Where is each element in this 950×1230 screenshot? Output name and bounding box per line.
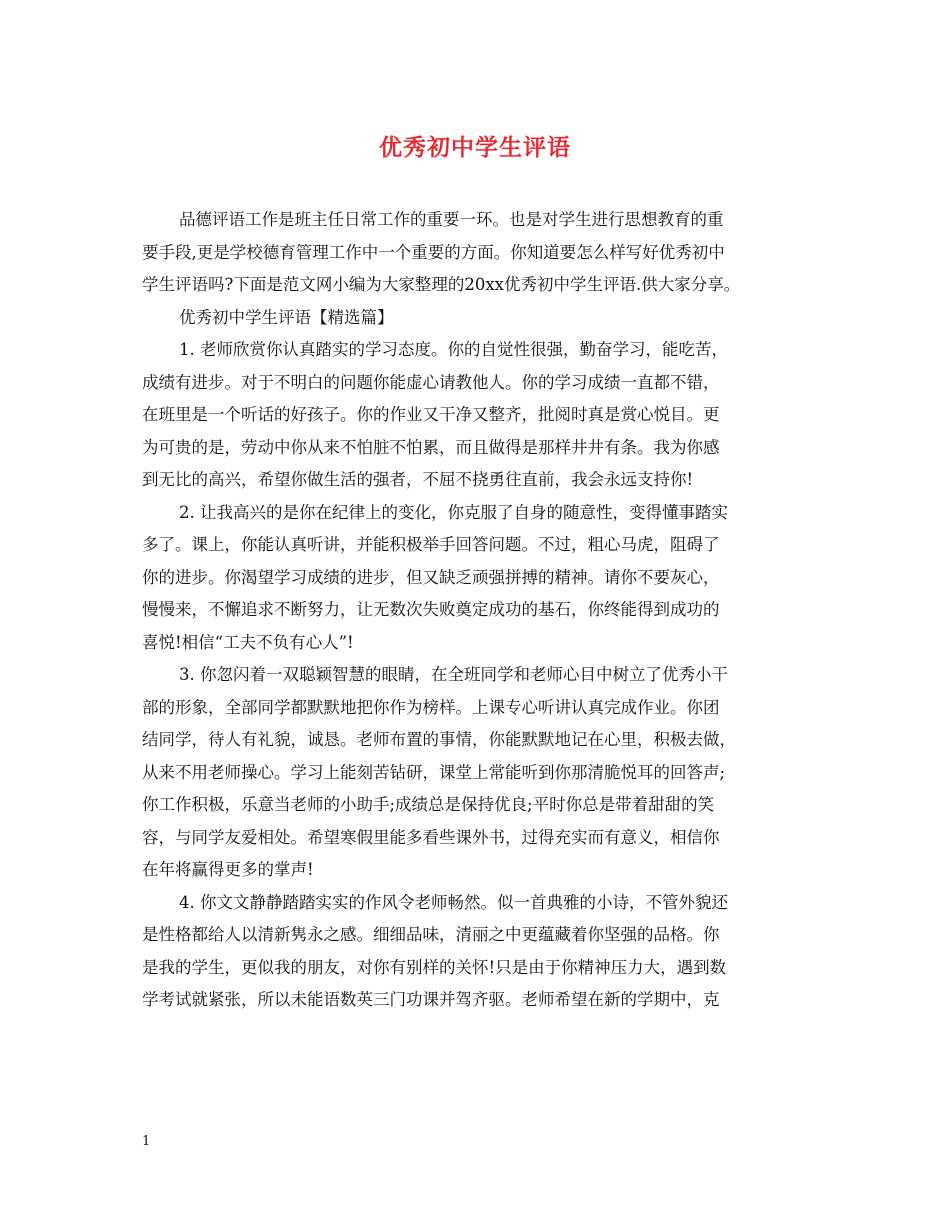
page-title: 优秀初中学生评语: [379, 134, 571, 161]
text-line: 多了。课上，你能认真听讲，并能积极举手回答问题。不过，粗心马虎，阻碍了: [142, 535, 720, 554]
page-number: 1: [142, 1134, 151, 1149]
text-line: 为可贵的是，劳动中你从来不怕脏不怕累，而且做得是那样井井有条。我为你感: [142, 437, 720, 457]
text-line: 到无比的高兴，希望你做生活的强者，不屈不挠勇往直前，我会永远支持你!: [142, 470, 694, 489]
text-line: 在年将赢得更多的掌声!: [142, 860, 314, 879]
text-line: 喜悦!相信“工夫不负有心人”!: [142, 632, 354, 652]
text-line: 你工作积极，乐意当老师的小助手;成绩总是保持优良;平时你总是带着甜甜的笑: [142, 795, 715, 814]
text-line: 慢慢来，不懈追求不断努力，让无数次失败奠定成功的基石，你终能得到成功的: [142, 600, 720, 619]
text-line: 学考试就紧张，所以未能语数英三门功课并驾齐驱。老师希望在新的学期中，克: [142, 990, 720, 1009]
text-line: 3. 你忽闪着一双聪颖智慧的眼睛，在全班同学和老师心目中树立了优秀小干: [179, 665, 728, 684]
text-line: 是性格都给人以清新隽永之感。细细品味，清丽之中更蕴藏着你坚强的品格。你: [142, 925, 720, 944]
text-line: 要手段,更是学校德育管理工作中一个重要的方面。你知道要怎么样写好优秀初中: [142, 242, 725, 262]
text-line: 学生评语吗?下面是范文网小编为大家整理的20xx优秀初中学生评语.供大家分享。: [142, 275, 741, 294]
text-line: 4. 你文文静静踏踏实实的作风令老师畅然。似一首典雅的小诗，不管外貌还: [179, 892, 728, 912]
text-line: 容，与同学友爱相处。希望寒假里能多看些课外书，过得充实而有意义，相信你: [142, 827, 720, 847]
text-line: 是我的学生，更似我的朋友，对你有别样的关怀!只是由于你精神压力大，遇到数: [142, 957, 727, 977]
text-line: 2. 让我高兴的是你在纪律上的变化，你克服了自身的随意性，变得懂事踏实: [179, 502, 728, 522]
text-line: 结同学，待人有礼貌，诚恳。老师布置的事情，你能默默地记在心里，积极去做，: [142, 730, 736, 749]
text-line: 1. 老师欣赏你认真踏实的学习态度。你的自觉性很强，勤奋学习，能吃苦，: [179, 340, 728, 359]
text-line: 优秀初中学生评语【精选篇】: [179, 307, 394, 327]
text-line: 成绩有进步。对于不明白的问题你能虚心请教他人。你的学习成绩一直都不错，: [142, 372, 720, 392]
text-line: 从来不用老师操心。学习上能刻苦钻研，课堂上常能听到你那清脆悦耳的回答声;: [142, 762, 726, 782]
document-body: [142, 204, 822, 1017]
text-line: 在班里是一个听话的好孩子。你的作业又干净又整齐，批阅时真是赏心悦目。更: [142, 405, 720, 424]
text-line: 部的形象，全部同学都默默地把你作为榜样。上课专心听讲认真完成作业。你团: [142, 697, 720, 717]
text-line: 你的进步。你渴望学习成绩的进步，但又缺乏顽强拼搏的精神。请你不要灰心，: [142, 567, 720, 587]
text-line: 品德评语工作是班主任日常工作的重要一环。也是对学生进行思想教育的重: [179, 210, 724, 229]
